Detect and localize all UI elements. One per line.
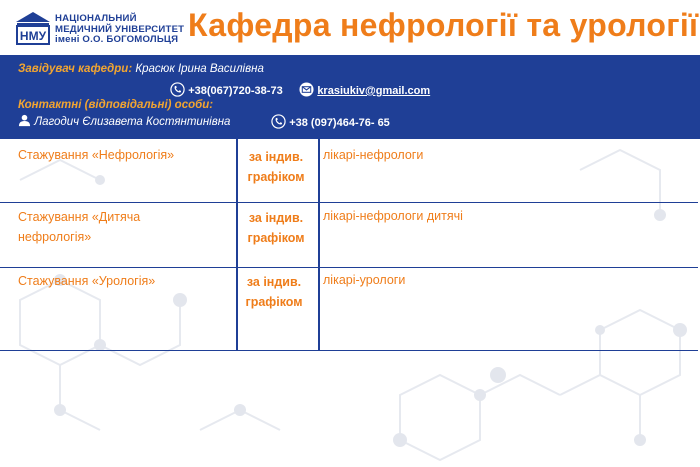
person-icon <box>18 114 31 130</box>
course-schedule: за індив. графіком <box>247 211 305 245</box>
contact-person <box>18 114 230 130</box>
contact-name: Лагодич Єлизавета Костянтинівна <box>34 116 231 129</box>
university-name: НАЦІОНАЛЬНИЙ МЕДИЧНИЙ УНІВЕРСИТЕТ імені О.О. БОГОМОЛЬЦЯ <box>55 13 185 45</box>
head-of-department <box>18 63 264 75</box>
logo-text: НМУ <box>19 29 47 43</box>
contact-label: Контактні (відповідальні) особи: <box>18 99 214 111</box>
head-email[interactable]: krasiukiv@gmail.com <box>317 85 431 98</box>
course-name: Стажування «Нефрологія» <box>18 148 175 162</box>
page-title: Кафедра нефрології та урології <box>188 7 699 43</box>
course-audience: лікарі-урологи <box>323 273 406 287</box>
course-schedule: за індив. графіком <box>247 150 305 184</box>
course-audience: лікарі-нефрологи дитячі <box>323 209 463 223</box>
course-schedule: за індив. графіком <box>245 275 303 309</box>
head-label: Завідувач кафедри: <box>18 63 133 75</box>
contact-phone[interactable]: +38 (097)464-76- 65 <box>289 117 390 130</box>
contact-phone-row <box>271 114 390 132</box>
head-contacts <box>170 82 430 100</box>
email-icon <box>299 82 314 100</box>
course-audience: лікарі-нефрологи <box>323 148 424 162</box>
university-logo <box>14 10 52 46</box>
column-divider <box>318 139 320 351</box>
page-header <box>0 0 700 52</box>
contact-persons-label-row <box>18 99 213 111</box>
head-phone[interactable]: +38(067)720-38-73 <box>188 85 283 98</box>
course-name: Стажування «Урологія» <box>18 274 156 288</box>
course-name: Стажування «Дитяча нефрологія» <box>18 210 141 244</box>
phone-icon <box>271 114 286 132</box>
phone-icon <box>170 82 185 100</box>
head-name: Красюк Ірина Василівна <box>135 63 264 75</box>
